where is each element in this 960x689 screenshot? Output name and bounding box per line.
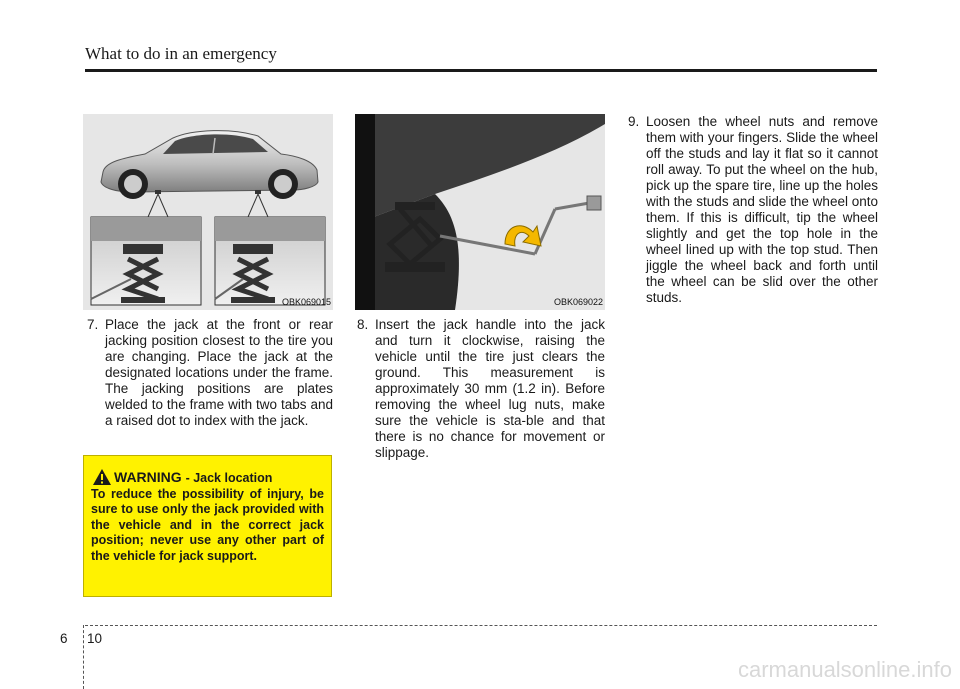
- car-jack-positions-illustration: [83, 114, 333, 310]
- warning-title: WARNING: [114, 469, 182, 485]
- warning-triangle-icon: [92, 468, 112, 486]
- figure-jack-handle: [355, 114, 605, 310]
- step-number: 8.: [357, 317, 369, 332]
- warning-body: To reduce the possibility of injury, be sure to use only the jack provided with the vehicle and in the correct jack position; never use any other part of the vehicle for jack support.: [91, 487, 324, 563]
- step-number: 7.: [87, 317, 99, 332]
- clockwise-arrow: [505, 226, 541, 246]
- step-text: Loosen the wheel nuts and remove them with your fingers. Slide the wheel off the studs and lay it flat so it cannot roll away. To put the wheel on the hub, pick up the spare tire, line up the holes with the studs and slide the wheel onto them. If this is difficult, tip the wheel slightly and get the top hole in the wheel lined up with the top stud. Then jiggle the wheel back and forth until the wheel can be slid over the other studs.: [646, 114, 878, 305]
- step-text: Insert the jack handle into the jack and turn it clockwise, raising the vehicle until the tire just clears the ground. This measurement is approximately 30 mm (1.2 in). Before removing the wheel lug nuts, make sure the vehicle is sta-ble and that there is no chance for movement or slippage.: [375, 317, 605, 460]
- page-section-number: 6: [60, 631, 68, 646]
- figure-jack-positions: [83, 114, 333, 310]
- step-number: 9.: [628, 114, 640, 129]
- figure-code: OBK069015: [281, 297, 331, 307]
- step-9: [628, 114, 878, 306]
- warning-box: [83, 455, 332, 597]
- warning-heading: [114, 469, 272, 485]
- step-8: [357, 317, 605, 461]
- footer-divider: [83, 625, 84, 689]
- section-title: What to do in an emergency: [85, 44, 277, 63]
- jack-handle-illustration: [355, 114, 605, 310]
- watermark: carmanualsonline.info: [737, 657, 952, 682]
- figure-code: OBK069022: [553, 297, 603, 307]
- warning-subtitle: - Jack location: [185, 471, 273, 485]
- step-7: [87, 317, 333, 429]
- footer-rule: [85, 625, 877, 626]
- step-text: Place the jack at the front or rear jacking position closest to the tire you are changing. Place the jack at the designated locations under the frame. The jacking positions are plates welded to the frame with two tabs and a raised dot to index with the jack.: [105, 317, 333, 428]
- header-rule: [85, 69, 877, 72]
- page-number: 10: [87, 631, 103, 646]
